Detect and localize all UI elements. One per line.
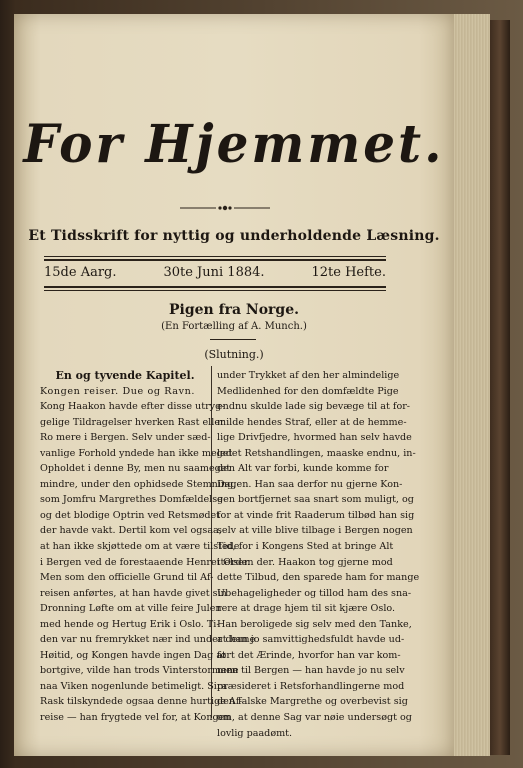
text-line: som Jomfru Margrethes Domfældelse [40,494,223,506]
text-line: under Trykket af den her almindelige [217,370,400,381]
rule-bottom-thick [44,286,386,288]
chapter-summary: Kongen reiser. Due og Ravn. [40,385,196,397]
text-line: mindre, under den ophidsede Stemning, [40,478,237,490]
text-line: Kong Haakon havde efter disse utryg- [40,401,225,413]
text-line: rere at drage hjem til sit kjære Oslo. [217,603,396,615]
text-line: der havde vakt. Dertil kom vel ogsaa, [40,525,222,537]
text-line: men til Bergen — han havde jo nu selv [217,665,405,677]
text-line: reise — han frygtede vel for, at Kongen [40,712,231,724]
text-line: den Alt var forbi, kunde komme for [217,463,389,475]
text-line: gelige Tildragelser hverken Rast eller [40,416,225,428]
book-cover-edge [490,20,510,755]
masthead-title: For Hjemmet. [23,112,445,175]
text-line: og det blodige Optrin ved Retsmødet [40,509,221,521]
issue-date: 30te Juni 1884. [163,265,265,280]
text-line: lovlig paadømt. [217,727,293,739]
text-line: den var nu fremrykket nær ind under denne [40,634,256,646]
text-line: selv at ville blive tilbage i Bergen nogen [217,525,413,537]
text-column-right [217,368,420,741]
rule-top [44,256,386,257]
text-line: gen bortfjernet saa snart som muligt, og [217,494,414,506]
text-line: præsideret i Retsforhandlingerne mod [217,680,405,692]
text-line: Høitid, og Kongen havde ingen Dag at [40,649,226,661]
text-line: Rask tilskyndede ogsaa denne hurtige Af- [40,696,243,708]
text-line: Tid, for i Kongens Sted at bringe Alt [217,541,394,553]
masthead-subtitle: Et Tidsskrift for nyttig og underholdende Læsning. [28,228,440,244]
text-line: bortgive, vilde han trods Vinterstormene [40,665,239,677]
text-line: at han jo samvittighedsfuldt havde ud- [217,634,405,646]
text-line: naa Viken nogenlunde betimeligt. Sira [40,680,228,692]
text-line: lige Drivfjedre, hvormed han selv havde [217,432,412,444]
story-subtitle: (En Fortælling af A. Munch.) [161,321,307,332]
rule-bottom [44,290,386,291]
text-line: endnu skulde lade sig bevæge til at for- [217,401,411,413]
rule-top-thick [44,259,386,261]
text-line: ført det Ærinde, hvorfor han var kom- [217,649,401,661]
text-line: med hende og Hertug Erik i Oslo. Ti- [40,618,220,630]
text-line: Opholdet i denne By, men nu saameget [40,463,231,475]
text-line: for at vinde frit Raaderum tilbød han sig [217,509,415,521]
text-line: ledet Retshandlingen, maaske endnu, in- [217,447,416,459]
text-line: Ro mere i Bergen. Selv under sæd- [40,432,211,444]
issue-part: 12te Hefte. [311,265,386,280]
text-line: Dagen. Han saa derfor nu gjerne Kon- [217,478,403,490]
text-column-left [40,368,256,726]
text-line: om, at denne Sag var nøie undersøgt og [217,712,412,724]
text-line: Han beroligede sig selv med den Tanke, [217,618,412,630]
text-line: den falske Margrethe og overbevist sig [217,696,408,708]
issue-dateline [44,265,386,280]
text-line: Dronning Løfte om at ville feire Julen [40,603,222,615]
page-edges [454,14,490,756]
text-line: vanlige Forhold yndede han ikke meget [40,447,233,459]
text-line: dette Tilbud, den sparede ham for mange [217,572,420,584]
story-title: Pigen fra Norge. [168,302,300,318]
text-line: reisen anførtes, at han havde givet sin [40,587,227,599]
text-line: Men som den officielle Grund til Af- [40,572,214,584]
text-line: at han ikke skjøttede om at være tilstede [40,541,240,553]
text-line: i Bergen ved de forestaaende Henrettelser. [40,556,251,568]
text-line: Ubehageligheder og tillod ham des sna- [217,587,412,599]
conclusion-label: (Slutning.) [204,348,264,361]
text-line: milde hendes Straf, eller at de hemme- [217,416,407,428]
ornament-divider [180,204,270,212]
text-line: i Orden der. Haakon tog gjerne mod [217,556,393,568]
chapter-heading: En og tyvende Kapitel. [55,369,195,382]
story-rule [210,339,256,340]
issue-volume: 15de Aarg. [44,265,117,280]
text-line: Medlidenhed for den domfældte Pige [217,385,399,397]
